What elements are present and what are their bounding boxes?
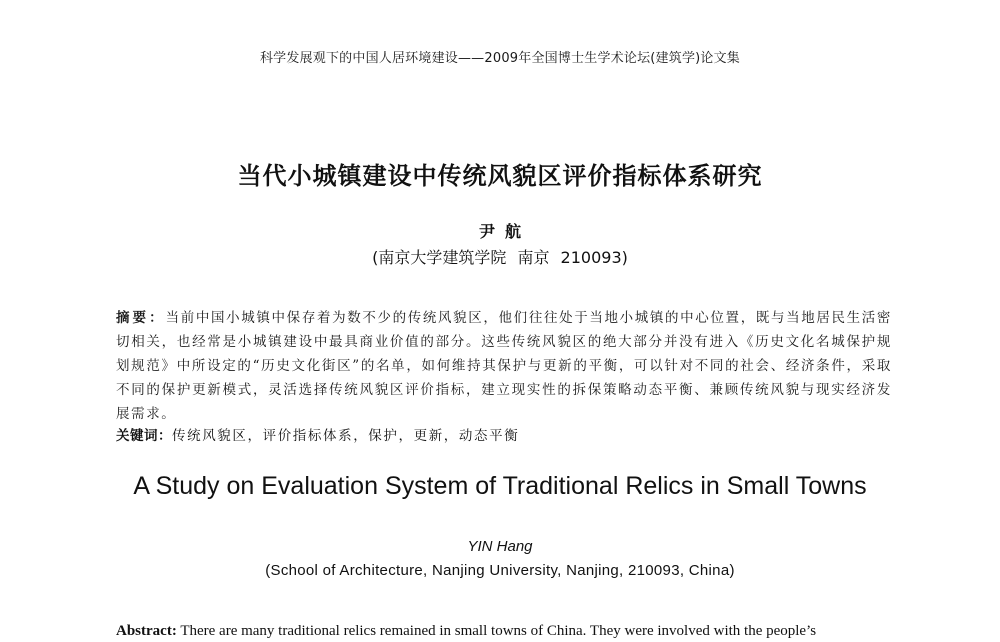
chinese-title: 当代小城镇建设中传统风貌区评价指标体系研究 bbox=[237, 162, 763, 190]
chinese-abstract-label: 摘要： bbox=[116, 310, 166, 326]
chinese-keywords-label: 关键词： bbox=[116, 428, 172, 444]
english-abstract-label: Abstract: bbox=[116, 623, 177, 639]
chinese-keywords-text: 传统风貌区，评价指标体系，保护，更新，动态平衡 bbox=[172, 428, 520, 444]
english-abstract bbox=[116, 620, 906, 642]
english-title: A Study on Evaluation System of Traditional Relics in Small Towns bbox=[133, 472, 867, 500]
chinese-author: 尹航 bbox=[478, 222, 531, 241]
chinese-affiliation: (南京大学建筑学院 南京 210093) bbox=[372, 248, 628, 267]
english-affiliation: (School of Architecture, Nanjing University, Nanjing, 210093, China) bbox=[265, 562, 735, 579]
chinese-abstract-text: 当前中国小城镇中保存着为数不少的传统风貌区，他们往往处于当地小城镇的中心位置，既与当地居民生活密切相关，也经常是小城镇建设中最具商业价值的部分。这些传统风貌区的绝大部分并没有进入《历史文化名城保护规划规范》中所设定的“历史文化街区”的名单，如何维持其保护与更新的平衡，可以针对不同的社会、经济条件，采取不同的保护更新模式，灵活选择传统风貌区评价指标，建立现实性的拆保策略动态平衡、兼顾传统风貌与现实经济发展需求。 bbox=[116, 310, 892, 422]
english-author: YIN Hang bbox=[467, 538, 533, 555]
chinese-abstract bbox=[116, 306, 892, 426]
english-abstract-text: There are many traditional relics remained in small towns of China. They were involved with the people’s bbox=[180, 623, 817, 639]
chinese-keywords bbox=[116, 424, 892, 448]
running-header: 科学发展观下的中国人居环境建设——2009年全国博士生学术论坛(建筑学)论文集 bbox=[259, 51, 741, 66]
